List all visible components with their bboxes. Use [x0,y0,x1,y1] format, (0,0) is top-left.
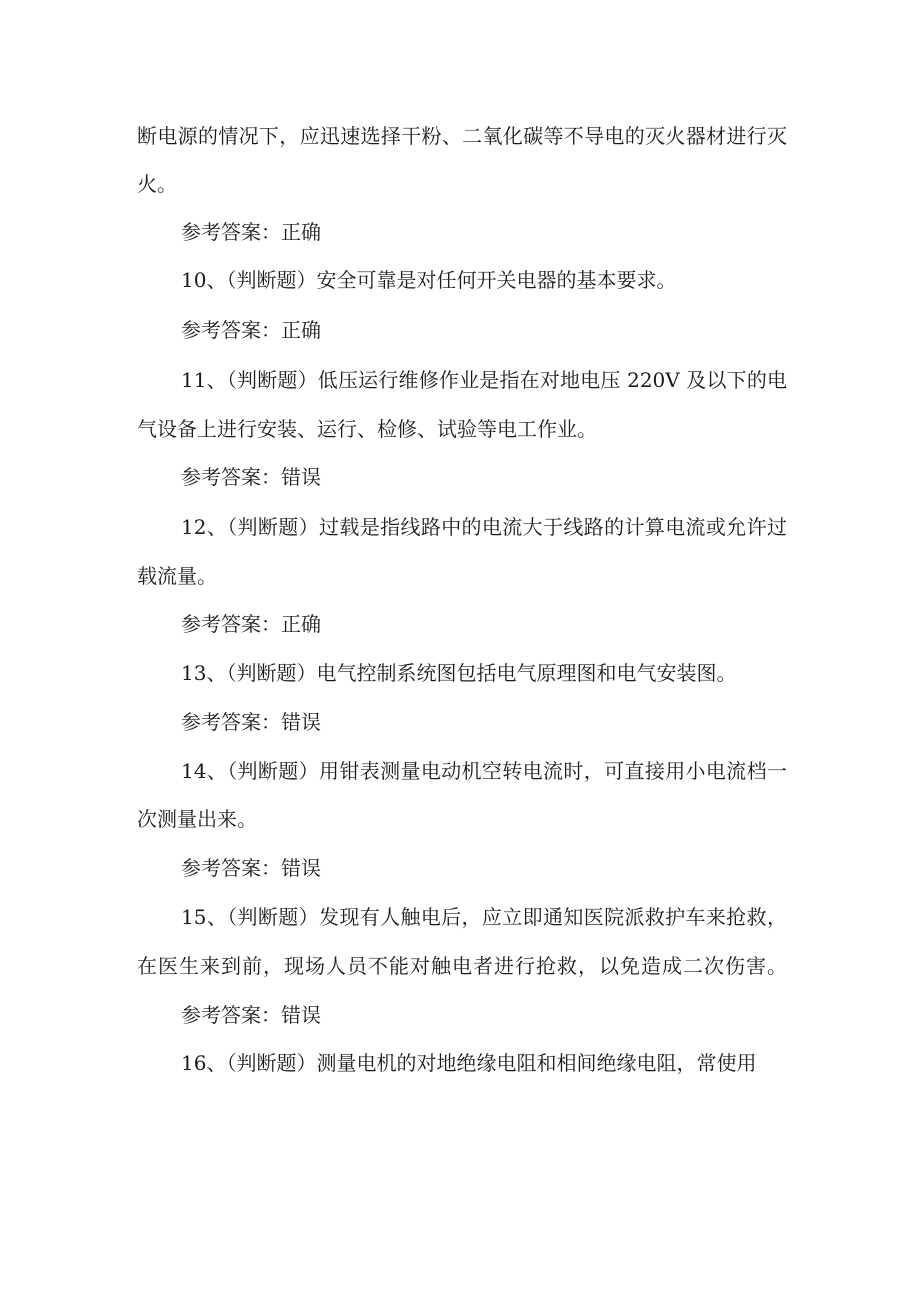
question-number: 16、 [181,1051,227,1075]
question-text: 低压运行维修作业是指在对地电压 220V 及以下的电 [317,368,787,392]
paragraph-line: 火。 [137,172,177,196]
question-text: 过载是指线路中的电流大于线路的计算电流或允许过 [319,515,787,539]
question-text: 电气控制系统图包括电气原理图和电气安装图。 [316,661,737,685]
question-type: （判断题） [226,1051,317,1075]
question-text: 测量电机的对地绝缘电阻和相间绝缘电阻，常使用 [316,1051,757,1075]
question-type: （判断题） [226,661,317,685]
question-continuation-line: 在医生来到前，现场人员不能对触电者进行抢救，以免造成二次伤害。 [137,954,787,978]
answer-line: 参考答案：正确 [181,318,321,342]
question-line [181,266,787,294]
question-line [181,757,787,785]
question-number: 13、 [181,661,227,685]
question-line [181,903,787,931]
question-line [181,1049,787,1077]
question-continuation-line: 载流量。 [137,564,217,588]
answer-line: 参考答案：错误 [181,710,321,734]
question-type: （判断题） [227,515,320,539]
question-line [181,659,787,687]
question-line [181,513,787,541]
question-type: （判断题） [226,268,317,292]
question-number: 12、 [181,515,228,539]
answer-line: 参考答案：错误 [181,1003,321,1027]
question-text: 安全可靠是对任何开关电器的基本要求。 [316,268,677,292]
question-continuation-line: 次测量出来。 [137,807,257,831]
question-number: 10、 [181,268,227,292]
question-line [181,366,787,394]
answer-line: 参考答案：正确 [181,612,321,636]
question-text: 发现有人触电后，应立即通知医院派救护车来抢救， [319,905,787,929]
question-number: 14、 [181,759,228,783]
answer-line: 参考答案：错误 [181,856,321,880]
question-type: （判断题） [227,759,320,783]
question-number: 15、 [181,905,228,929]
question-continuation-line: 气设备上进行安装、运行、检修、试验等电工作业。 [137,417,597,441]
question-number: 11、 [181,368,227,392]
paragraph-line: 断电源的情况下，应迅速选择干粉、二氧化碳等不导电的灭火器材进行灭 [137,124,787,148]
question-type: （判断题） [226,368,318,392]
question-text: 用钳表测量电动机空转电流时，可直接用小电流档一 [319,759,787,783]
question-type: （判断题） [227,905,320,929]
answer-line: 参考答案：正确 [181,220,321,244]
answer-line: 参考答案：错误 [181,465,321,489]
